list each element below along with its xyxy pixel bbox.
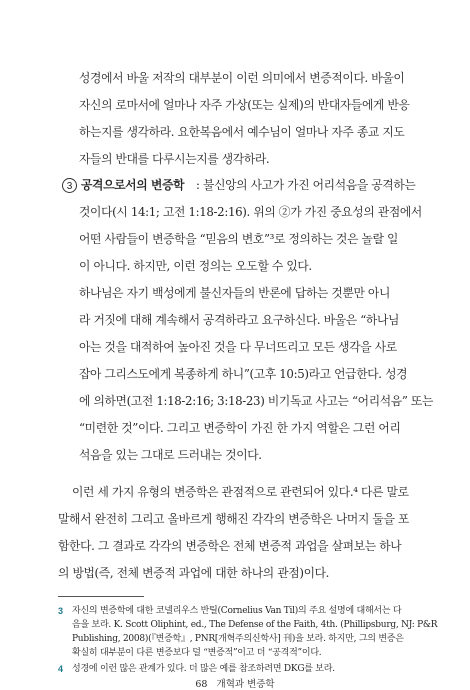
page-number: 68 xyxy=(195,679,208,690)
body-line: 함한다. 그 결과로 각각의 변증학은 전체 변증적 과업을 살펴보는 하나 xyxy=(58,539,402,553)
body-line: 이런 세 가지 유형의 변증학은 관점적으로 관련되어 있다.⁴ 다른 말로 xyxy=(72,485,409,499)
body-line: 석음을 있는 그대로 드러내는 것이다. xyxy=(79,448,262,462)
footnote-line: 성경에 이런 많은 관계가 있다. 더 많은 예를 참조하려면 DKG를 보라. xyxy=(72,664,335,674)
page-footer xyxy=(0,676,470,690)
body-line: : 불신앙의 사고가 가진 어리석음을 공격하는 xyxy=(196,178,416,192)
body-line: 자신의 로마서에 얼마나 자주 가상(또는 실제)의 반대자들에게 반응 xyxy=(79,98,410,112)
footnote-line: 자신의 변증학에 대한 코넬리우스 반틸(Cornelius Van Til)의 주요 설명에 대해서는 다 xyxy=(72,606,402,616)
footnote-line: 음을 보라. K. Scott Oliphint, ed., The Defense of the Faith, 4th. (Phillipsburg, NJ: P&R xyxy=(72,620,438,630)
running-title: 개혁과 변증학 xyxy=(216,679,275,690)
body-line: 잡아 그리스도에게 복종하게 하니”(고후 10:5)라고 언급한다. 성경 xyxy=(79,367,408,381)
item-heading: 공격으로서의 변증학 xyxy=(81,178,185,192)
body-line: 의 방법(즉, 전체 변증적 과업에 대한 하나의 관점)이다. xyxy=(58,566,330,580)
body-line: 라 거짓에 대해 계속해서 공격하라고 요구하신다. 바울은 “하나님 xyxy=(79,313,400,327)
body-line: 성경에서 바울 저작의 대부분이 이런 의미에서 변증적이다. 바울이 xyxy=(79,71,405,85)
footnote-number: 3 xyxy=(58,606,64,616)
list-marker: 3 xyxy=(62,178,77,193)
body-line: 하나님은 자기 백성에게 불신자들의 반론에 답하는 것뿐만 아니 xyxy=(79,286,390,300)
body-line: 하는지를 생각하라. 요한복음에서 예수님이 얼마나 자주 종교 지도 xyxy=(79,125,405,139)
footnote-line: Publishing, 2008)(『변증학』, PNR[개혁주의신학사] 刊)을 보라. 하지만, 그의 변증은 xyxy=(72,634,404,644)
body-line: 말해서 완전히 그리고 올바르게 행해진 각각의 변증학은 나머지 둘을 포 xyxy=(58,512,409,526)
footnote-rule xyxy=(58,596,144,597)
body-line: 아는 것을 대적하여 높아진 것을 다 무너뜨리고 모든 생각을 사로 xyxy=(79,340,397,354)
footnote-number: 4 xyxy=(58,664,64,674)
body-line: “미련한 것”이다. 그리고 변증학이 가진 한 가지 역할은 그런 어리 xyxy=(79,421,401,435)
body-line: 에 의하면(고전 1:18-2:16; 3:18-23) 비기독교 사고는 “어리석음” 또는 xyxy=(79,394,434,408)
body-line: 자들의 반대를 다루시는지를 생각하라. xyxy=(79,152,270,166)
body-line: 것이다(시 14:1; 고전 1:18-2:16). 위의 ②가 가진 중요성의 관점에서 xyxy=(79,205,422,219)
body-line: 어떤 사람들이 변증학을 “믿음의 변호”³로 정의하는 것은 놀랄 일 xyxy=(79,232,399,246)
body-line: 이 아니다. 하지만, 이런 정의는 오도할 수 있다. xyxy=(79,259,312,273)
footnote-line: 확실히 대부분이 다른 변증보다 덜 “변증적”이고 더 “공격적”이다. xyxy=(72,648,322,658)
